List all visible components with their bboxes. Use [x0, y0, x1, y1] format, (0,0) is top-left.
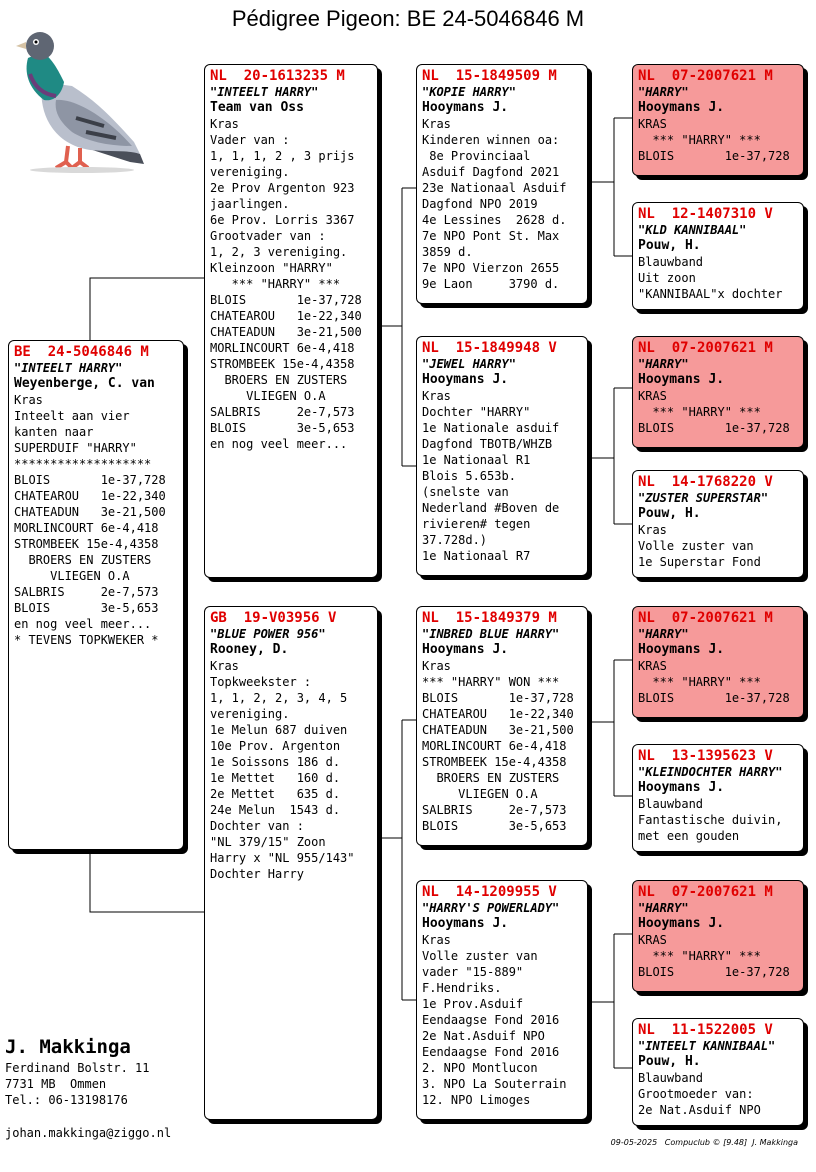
note-line: BLOIS 1e-37,728 [638, 965, 790, 979]
note-line: met een gouden [638, 829, 740, 843]
pigeon-color: Blauwband [638, 255, 704, 269]
pigeon-card-mfm[interactable] [632, 744, 804, 852]
note-line: Blois 5.653b. [422, 469, 516, 483]
note-line: MORLINCOURT 6e-4,418 [422, 739, 567, 753]
note-line: "NL 379/15" Zoon [210, 835, 326, 849]
pigeon-card-mm[interactable] [416, 880, 588, 1120]
note-line: vereniging. [210, 707, 290, 721]
pigeon-notes [638, 948, 798, 980]
pigeon-name: "HARRY'S POWERLADY" [422, 901, 560, 915]
note-line: vader "15-889" [422, 965, 524, 979]
pigeon-color: Kras [210, 117, 239, 131]
note-line: VLIEGEN O.A [210, 389, 326, 403]
note-line: Kleinzoon "HARRY" [210, 261, 333, 275]
pigeon-notes [422, 674, 582, 834]
note-line: 1e Soissons 186 d. [210, 755, 341, 769]
note-line: 1e Mettet 160 d. [210, 771, 341, 785]
pigeon-notes [638, 1086, 798, 1118]
note-line: kanten naar [14, 425, 94, 439]
ring-number: NL 07-2007621 M [638, 340, 773, 356]
note-line: 4e Lessines 2628 d. [422, 213, 567, 227]
note-line: SALBRIS 2e-7,573 [210, 405, 355, 419]
note-line: Dochter "HARRY" [422, 405, 531, 419]
note-line: 2e Mettet 635 d. [210, 787, 341, 801]
note-line: Dochter van : [210, 819, 304, 833]
pigeon-color: Kras [422, 389, 451, 403]
note-line: 3. NPO La Souterrain [422, 1077, 567, 1091]
note-line: *** "HARRY" *** [638, 675, 761, 689]
note-line: 1, 1, 2, 2, 3, 4, 5 [210, 691, 348, 705]
note-line: SALBRIS 2e-7,573 [422, 803, 567, 817]
breeder-name: Hooymans J. [638, 100, 725, 115]
note-line: Dagfond NPO 2019 [422, 197, 538, 211]
ring-number: BE 24-5046846 M [14, 344, 149, 360]
pigeon-card-fm[interactable] [416, 336, 588, 576]
note-line: 3859 d. [422, 245, 473, 259]
pigeon-notes [422, 404, 582, 564]
note-line: Uit zoon [638, 271, 696, 285]
note-line: BLOIS 3e-5,653 [422, 819, 567, 833]
ring-number: NL 14-1209955 V [422, 884, 557, 900]
pigeon-card-mf[interactable] [416, 606, 588, 846]
note-line: BLOIS 1e-37,728 [14, 473, 166, 487]
ring-number: NL 15-1849379 M [422, 610, 557, 626]
owner-address-street: Ferdinand Bolstr. 11 [5, 1061, 150, 1075]
note-line: 2e Nat.Asduif NPO [638, 1103, 761, 1117]
owner-address-city: 7731 MB Ommen [5, 1077, 107, 1091]
breeder-name: Hooymans J. [422, 100, 509, 115]
pigeon-name: "INTEELT HARRY" [14, 361, 123, 375]
note-line: 1, 2, 3 vereniging. [210, 245, 348, 259]
note-line: Eendaagse Fond 2016 [422, 1045, 560, 1059]
note-line: 10e Prov. Argenton [210, 739, 341, 753]
ring-number: NL 15-1849948 V [422, 340, 557, 356]
note-line: en nog veel meer... [210, 437, 348, 451]
pigeon-name: "INBRED BLUE HARRY" [422, 627, 560, 641]
note-line: SUPERDUIF "HARRY" [14, 441, 137, 455]
note-line: 1e Nationaal R1 [422, 453, 531, 467]
note-line: CHATEAROU 1e-22,340 [210, 309, 362, 323]
breeder-name: Hooymans J. [422, 916, 509, 931]
pigeon-name: "KLEINDOCHTER HARRY" [638, 765, 783, 779]
note-line: rivieren# tegen [422, 517, 531, 531]
note-line: *** "HARRY" *** [638, 405, 761, 419]
note-line: "KANNIBAAL"x dochter [638, 287, 783, 301]
note-line: CHATEADUN 3e-21,500 [14, 505, 166, 519]
note-line: CHATEAROU 1e-22,340 [14, 489, 166, 503]
note-line: *** "HARRY" *** [638, 133, 761, 147]
owner-email-link[interactable]: johan.makkinga@ziggo.nl [5, 1126, 172, 1140]
breeder-name: Hooymans J. [638, 916, 725, 931]
note-line: en nog veel meer... [14, 617, 152, 631]
pigeon-name: "BLUE POWER 956" [210, 627, 326, 641]
pigeon-notes [14, 408, 178, 648]
note-line: STROMBEEK 15e-4,4358 [210, 357, 355, 371]
pigeon-notes [638, 132, 798, 164]
pigeon-notes [210, 132, 372, 452]
pigeon-card-mff[interactable] [632, 606, 804, 718]
note-line: 6e Prov. Lorris 3367 [210, 213, 355, 227]
ring-number: NL 20-1613235 M [210, 68, 345, 84]
note-line: (snelste van [422, 485, 509, 499]
note-line: vereniging. [210, 165, 290, 179]
pigeon-card-fmm[interactable] [632, 470, 804, 578]
pigeon-card-ff[interactable] [416, 64, 588, 304]
pigeon-color: Kras [422, 933, 451, 947]
breeder-name: Hooymans J. [638, 780, 725, 795]
ring-number: NL 07-2007621 M [638, 610, 773, 626]
note-line: 1e Nationaal R7 [422, 549, 531, 563]
pigeon-name: "HARRY" [638, 901, 689, 915]
pigeon-notes [638, 538, 798, 570]
note-line: CHATEADUN 3e-21,500 [422, 723, 574, 737]
pigeon-color: Kras [14, 393, 43, 407]
pigeon-color: KRAS [638, 659, 667, 673]
ring-number: NL 13-1395623 V [638, 748, 773, 764]
note-line: Eendaagse Fond 2016 [422, 1013, 560, 1027]
pigeon-color: Blauwband [638, 797, 704, 811]
note-line: STROMBEEK 15e-4,4358 [14, 537, 159, 551]
note-line: Volle zuster van [638, 539, 754, 553]
pigeon-card-fmf[interactable] [632, 336, 804, 448]
note-line: 2e Prov Argenton 923 [210, 181, 355, 195]
note-line: BROERS EN ZUSTERS [14, 553, 152, 567]
pigeon-notes [210, 674, 372, 882]
breeder-name: Rooney, D. [210, 642, 289, 657]
pigeon-color: KRAS [638, 933, 667, 947]
note-line: *** "HARRY" *** [210, 277, 341, 291]
note-line: 9e Laon 3790 d. [422, 277, 560, 291]
note-line: 2. NPO Montlucon [422, 1061, 538, 1075]
note-line: jaarlingen. [210, 197, 290, 211]
pigeon-card-mmf[interactable] [632, 880, 804, 992]
breeder-name: Weyenberge, C. van [14, 376, 155, 391]
note-line: ******************* [14, 457, 152, 471]
note-line: BROERS EN ZUSTERS [210, 373, 348, 387]
ring-number: NL 12-1407310 V [638, 206, 773, 222]
pigeon-name: "INTEELT HARRY" [210, 85, 319, 99]
note-line: BLOIS 1e-37,728 [638, 691, 790, 705]
breeder-name: Hooymans J. [422, 372, 509, 387]
note-line: 7e NPO Pont St. Max [422, 229, 560, 243]
breeder-name: Pouw, H. [638, 506, 701, 521]
pigeon-color: Blauwband [638, 1071, 704, 1085]
note-line: 24e Melun 1543 d. [210, 803, 341, 817]
pigeon-color: Kras [422, 659, 451, 673]
ring-number: NL 14-1768220 V [638, 474, 773, 490]
note-line: Vader van : [210, 133, 290, 147]
pigeon-card-mmm[interactable] [632, 1018, 804, 1126]
note-line: Nederland #Boven de [422, 501, 560, 515]
note-line: 1e Nationale asduif [422, 421, 560, 435]
note-line: *** "HARRY" WON *** [422, 675, 560, 689]
note-line: CHATEADUN 3e-21,500 [210, 325, 362, 339]
pigeon-notes [422, 132, 582, 292]
breeder-name: Team van Oss [210, 100, 304, 115]
pigeon-name: "JEWEL HARRY" [422, 357, 516, 371]
pigeon-name: "KLD KANNIBAAL" [638, 223, 747, 237]
note-line: * TEVENS TOPKWEKER * [14, 633, 159, 647]
note-line: Fantastische duivin, [638, 813, 783, 827]
note-line: BLOIS 1e-37,728 [210, 293, 362, 307]
ring-number: GB 19-V03956 V [210, 610, 337, 626]
note-line: MORLINCOURT 6e-4,418 [210, 341, 355, 355]
pigeon-card-fff[interactable] [632, 64, 804, 176]
note-line: Inteelt aan vier [14, 409, 130, 423]
pigeon-color: Kras [638, 523, 667, 537]
pigeon-notes [638, 404, 798, 436]
note-line: Kinderen winnen oa: [422, 133, 560, 147]
note-line: VLIEGEN O.A [422, 787, 538, 801]
note-line: 8e Provinciaal [422, 149, 531, 163]
ring-number: NL 07-2007621 M [638, 884, 773, 900]
pigeon-name: "INTEELT KANNIBAAL" [638, 1039, 776, 1053]
pigeon-color: KRAS [638, 389, 667, 403]
note-line: Asduif Dagfond 2021 [422, 165, 560, 179]
breeder-name: Pouw, H. [638, 238, 701, 253]
note-line: 1e Superstar Fond [638, 555, 761, 569]
pigeon-notes [638, 270, 798, 302]
note-line: Grootmoeder van: [638, 1087, 754, 1101]
ring-number: NL 11-1522005 V [638, 1022, 773, 1038]
pigeon-color: KRAS [638, 117, 667, 131]
pigeon-card-ffm[interactable] [632, 202, 804, 310]
pigeon-color: Kras [210, 659, 239, 673]
note-line: BLOIS 3e-5,653 [210, 421, 355, 435]
owner-name: J. Makkinga [5, 1036, 131, 1058]
pigeon-notes [638, 674, 798, 706]
note-line: 37.728d.) [422, 533, 488, 547]
note-line: SALBRIS 2e-7,573 [14, 585, 159, 599]
pigeon-card-mother[interactable] [204, 606, 378, 1120]
note-line: Grootvader van : [210, 229, 326, 243]
note-line: 2e Nat.Asduif NPO [422, 1029, 545, 1043]
pigeon-name: "ZUSTER SUPERSTAR" [638, 491, 769, 505]
pigeon-card-father[interactable] [204, 64, 378, 578]
note-line: Volle zuster van [422, 949, 538, 963]
note-line: 1e Prov.Asduif [422, 997, 524, 1011]
breeder-name: Pouw, H. [638, 1054, 701, 1069]
note-line: *** "HARRY" *** [638, 949, 761, 963]
breeder-name: Hooymans J. [638, 372, 725, 387]
note-line: BLOIS 1e-37,728 [422, 691, 574, 705]
breeder-name: Hooymans J. [638, 642, 725, 657]
note-line: MORLINCOURT 6e-4,418 [14, 521, 159, 535]
note-line: Topkweekster : [210, 675, 312, 689]
pigeon-name: "KOPIE HARRY" [422, 85, 516, 99]
pigeon-card-subject[interactable] [8, 340, 184, 850]
note-line: BLOIS 3e-5,653 [14, 601, 159, 615]
breeder-name: Hooymans J. [422, 642, 509, 657]
pigeon-name: "HARRY" [638, 357, 689, 371]
pigeon-name: "HARRY" [638, 627, 689, 641]
note-line: VLIEGEN O.A [14, 569, 130, 583]
note-line: 7e NPO Vierzon 2655 [422, 261, 560, 275]
footer-credit: 09-05-2025 Compuclub © [9.48] J. Makkinga [610, 1138, 798, 1147]
note-line: STROMBEEK 15e-4,4358 [422, 755, 567, 769]
note-line: 12. NPO Limoges [422, 1093, 531, 1107]
note-line: CHATEAROU 1e-22,340 [422, 707, 574, 721]
note-line: 1, 1, 1, 2 , 3 prijs [210, 149, 355, 163]
note-line: 1e Melun 687 duiven [210, 723, 348, 737]
note-line: BROERS EN ZUSTERS [422, 771, 560, 785]
pigeon-name: "HARRY" [638, 85, 689, 99]
note-line: BLOIS 1e-37,728 [638, 149, 790, 163]
note-line: Harry x "NL 955/143" [210, 851, 355, 865]
ring-number: NL 15-1849509 M [422, 68, 557, 84]
pigeon-notes [422, 948, 582, 1108]
page-title: Pédigree Pigeon: BE 24-5046846 M [231, 6, 585, 31]
note-line: 23e Nationaal Asduif [422, 181, 567, 195]
pigeon-color: Kras [422, 117, 451, 131]
note-line: Dagfond TBOTB/WHZB [422, 437, 553, 451]
note-line: F.Hendriks. [422, 981, 502, 995]
ring-number: NL 07-2007621 M [638, 68, 773, 84]
note-line: BLOIS 1e-37,728 [638, 421, 790, 435]
pigeon-notes [638, 812, 798, 844]
note-line: Dochter Harry [210, 867, 304, 881]
owner-phone: Tel.: 06-13198176 [5, 1093, 128, 1107]
